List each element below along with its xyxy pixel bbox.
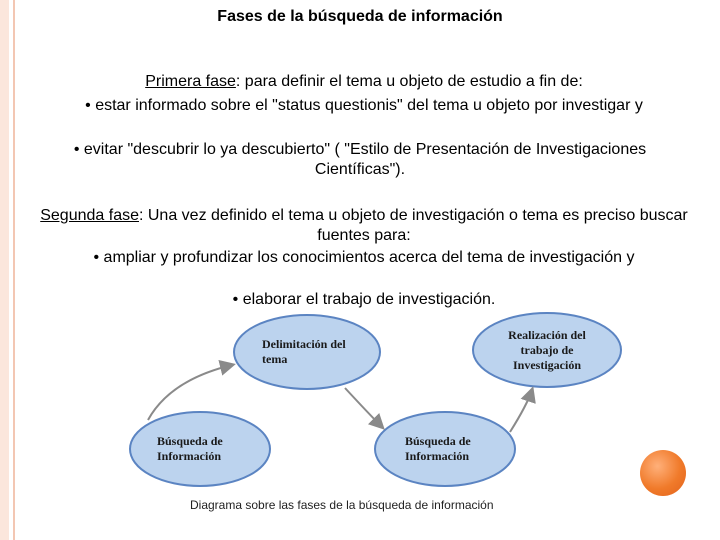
- arrow-delimitacion-to-busqueda: [345, 388, 382, 427]
- node-busqueda-right-label: Búsqueda de Información: [405, 434, 471, 463]
- primera-fase-bullet-1: • estar informado sobre el "status questionis" del tema u objeto por investigar y: [85, 97, 643, 114]
- node-busqueda-left-label: Búsqueda de Información: [157, 434, 223, 463]
- primera-fase-text: : para definir el tema u objeto de estudio a fin de:: [235, 73, 583, 90]
- primera-fase-label: Primera fase: [145, 73, 236, 90]
- primera-fase-bullet-2: • evitar "descubrir lo ya descubierto" ( "Estilo de Presentación de Investigaciones Científicas").: [73, 141, 647, 178]
- segunda-fase-bullet-2: • elaborar el trabajo de investigación.: [232, 291, 496, 308]
- arrow-busqueda-to-realizacion: [510, 390, 532, 432]
- diagram-caption: Diagrama sobre las fases de la búsqueda de información: [190, 498, 494, 512]
- node-realizacion-label: Realización del trabajo de Investigación: [508, 328, 586, 372]
- segunda-fase-label: Segunda fase: [40, 207, 139, 224]
- slide-title: Fases de la búsqueda de información: [217, 8, 503, 25]
- segunda-fase-bullet-1: • ampliar y profundizar los conocimientos acerca del tema de investigación y: [93, 249, 635, 266]
- node-delimitacion-label: Delimitación del tema: [262, 337, 346, 366]
- segunda-fase-text: : Una vez definido el tema u objeto de investigación o tema es preciso buscar fuentes para:: [138, 207, 688, 244]
- decorative-orange-circle: [640, 450, 686, 496]
